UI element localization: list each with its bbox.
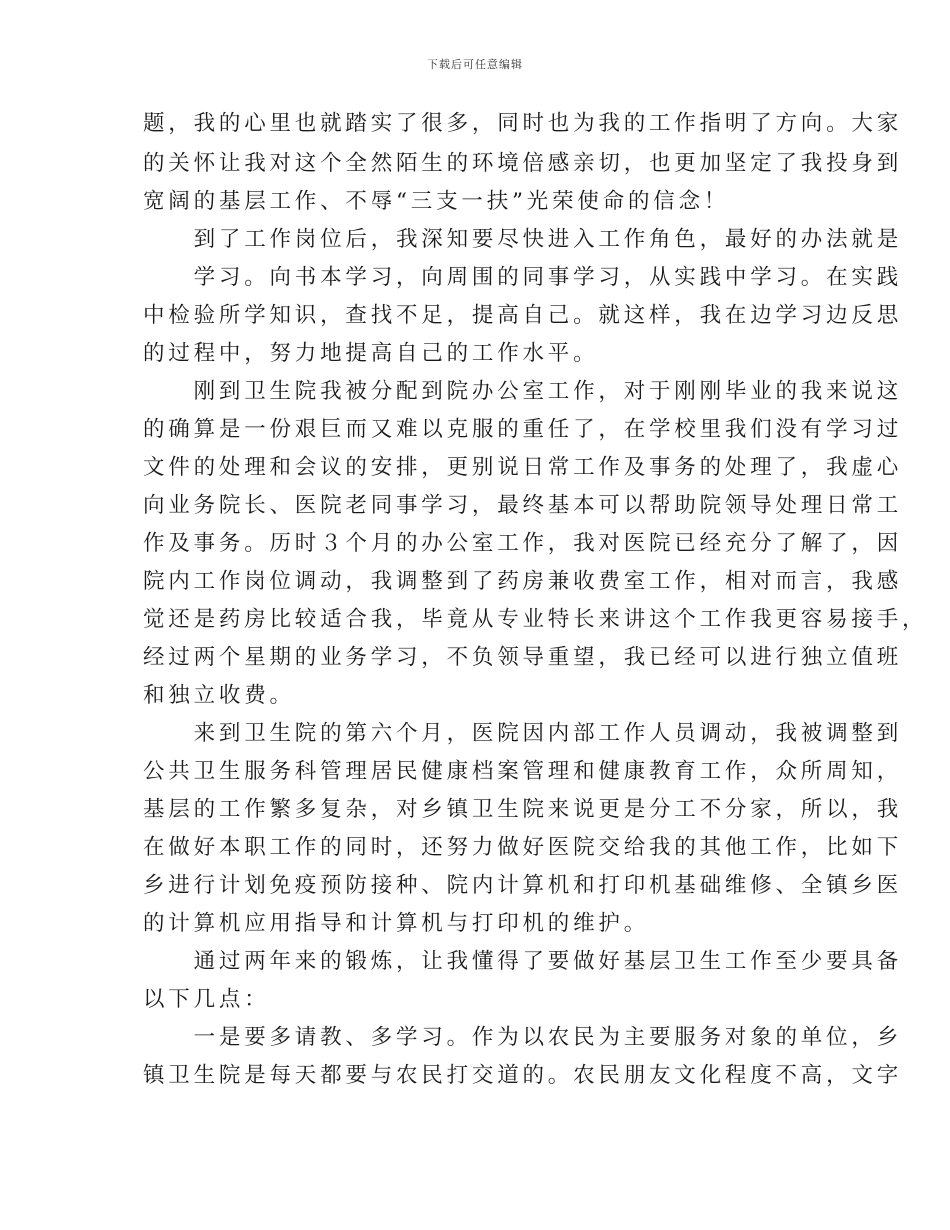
text-line: 向业务院长、医院老同事学习，最终基本可以帮助院领导处理日常工 [143, 493, 903, 518]
text-line: 镇卫生院是每天都要与农民打交道的。农民朋友文化程度不高，文字 [143, 1063, 903, 1088]
text-line: 的确算是一份艰巨而又难以克服的重任了，在学校里我们没有学习过 [143, 417, 903, 442]
text-line: 题，我的心里也就踏实了很多，同时也为我的工作指明了方向。大家 [143, 111, 903, 136]
text-line: 以下几点： [143, 987, 270, 1012]
text-line: 公共卫生服务科管理居民健康档案管理和健康教育工作，众所周知， [143, 759, 903, 784]
text-line: 的计算机应用指导和计算机与打印机的维护。 [143, 911, 650, 936]
text-line: 宽阔的基层工作、不辱“三支一扶”光荣使命的信念！ [143, 189, 730, 214]
text-line: 一是要多请教、多学习。作为以农民为主要服务对象的单位，乡 [143, 1025, 903, 1050]
text-line: 刚到卫生院我被分配到院办公室工作，对于刚刚毕业的我来说这 [143, 379, 903, 404]
text-line: 作及事务。历时３个月的办公室工作，我对医院已经充分了解了，因 [143, 531, 903, 556]
text-line: 来到卫生院的第六个月，医院因内部工作人员调动，我被调整到 [143, 721, 903, 746]
page-header: 下载后可任意编辑 [427, 58, 523, 71]
text-line: 和独立收费。 [143, 683, 295, 708]
text-line: 到了工作岗位后，我深知要尽快进入工作角色，最好的办法就是 [143, 227, 903, 252]
text-line: 通过两年来的锻炼，让我懂得了要做好基层卫生工作至少要具备 [143, 949, 903, 974]
text-line: 学习。向书本学习，向周围的同事学习，从实践中学习。在实践 [143, 265, 903, 290]
text-line: 中检验所学知识，查找不足，提高自己。就这样，我在边学习边反思 [143, 303, 903, 328]
text-line: 的关怀让我对这个全然陌生的环境倍感亲切，也更加坚定了我投身到 [143, 151, 903, 176]
text-line: 在做好本职工作的同时，还努力做好医院交给我的其他工作，比如下 [143, 835, 903, 860]
text-line: 基层的工作繁多复杂，对乡镇卫生院来说更是分工不分家，所以，我 [143, 797, 903, 822]
text-line: 经过两个星期的业务学习，不负领导重望，我已经可以进行独立值班 [143, 645, 903, 670]
text-line: 文件的处理和会议的安排，更别说日常工作及事务的处理了，我虚心 [143, 455, 903, 480]
text-line: 院内工作岗位调动，我调整到了药房兼收费室工作，相对而言，我感 [143, 569, 903, 594]
text-line: 乡进行计划免疫预防接种、院内计算机和打印机基础维修、全镇乡医 [143, 873, 903, 898]
text-line: 觉还是药房比较适合我，毕竟从专业特长来讲这个工作我更容易接手， [143, 607, 928, 632]
text-line: 的过程中，努力地提高自己的工作水平。 [143, 341, 599, 366]
